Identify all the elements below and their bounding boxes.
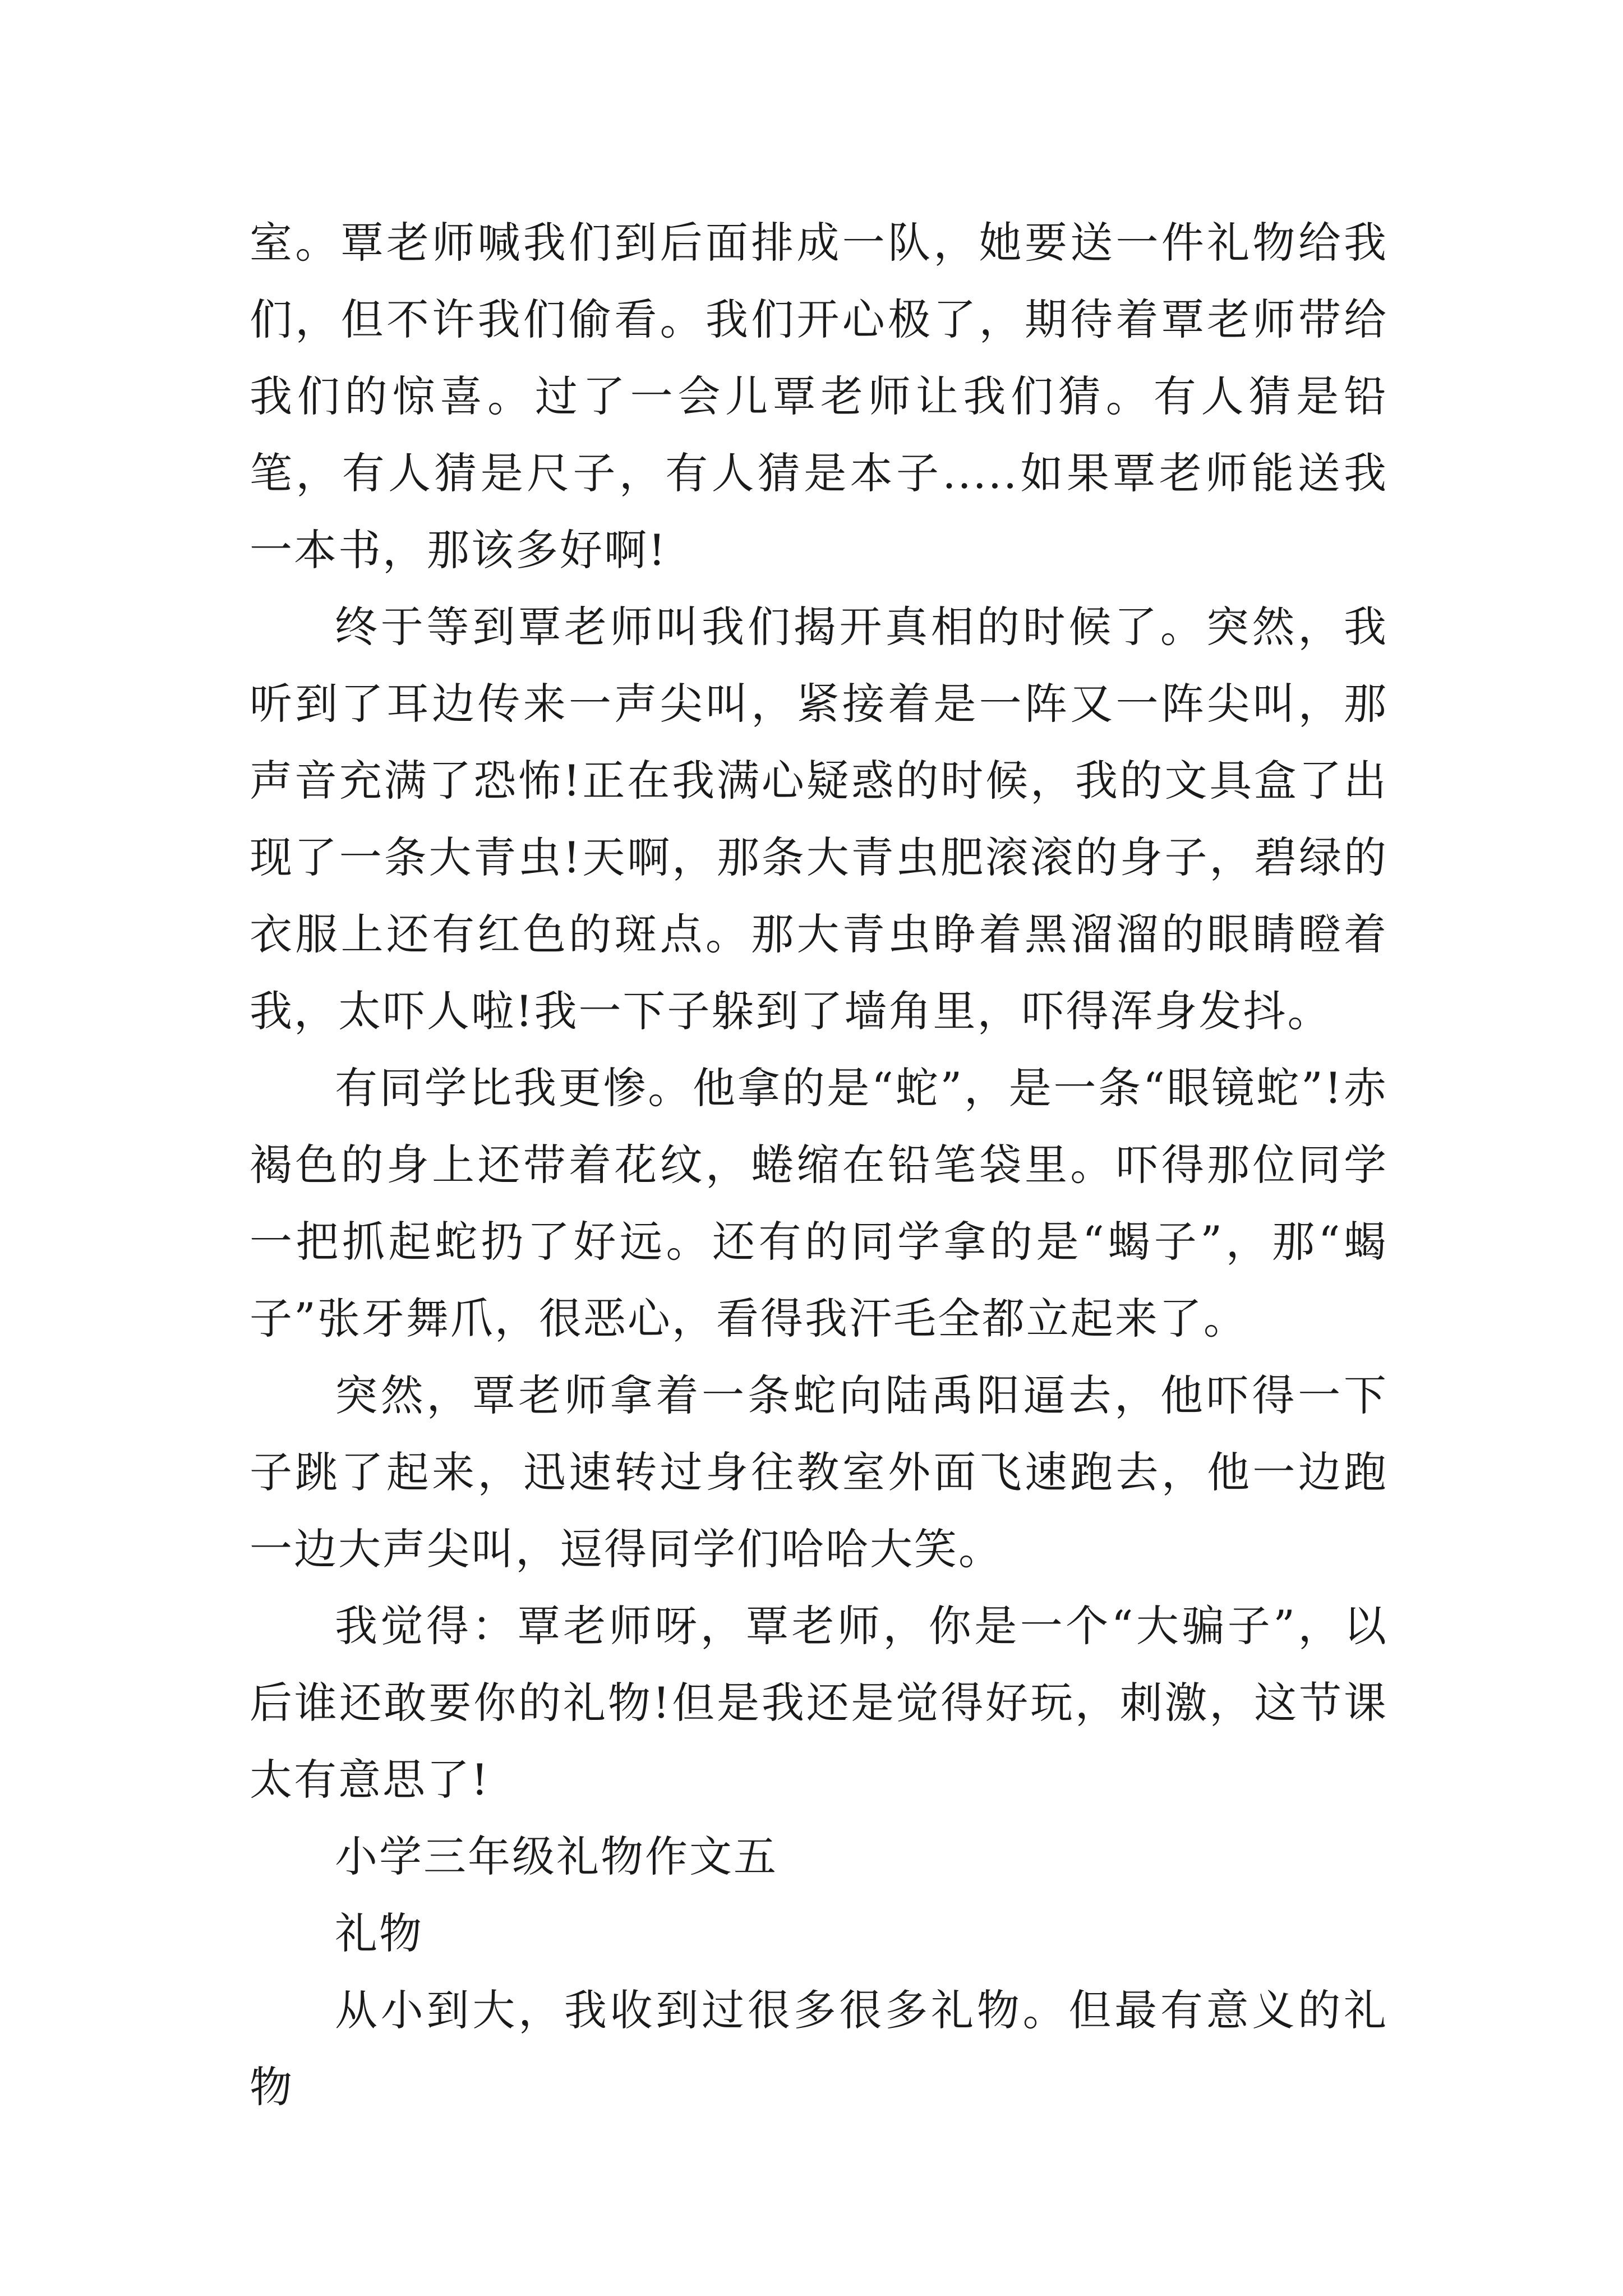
paragraph-continuation: 室。覃老师喊我们到后面排成一队，她要送一件礼物给我们，但不许我们偷看。我们开心极了，期待着覃老师带给我们的惊喜。过了一会儿覃老师让我们猜。有人猜是铅笔，有人猜是尺子，有人猜是本子.....如果覃老师能送我一本书，那该多好啊! (250, 218, 1388, 575)
essay-body (250, 204, 1388, 2125)
paragraph: 终于等到覃老师叫我们揭开真相的时候了。突然，我听到了耳边传来一声尖叫，紧接着是一阵又一阵尖叫，那声音充满了恐怖!正在我满心疑惑的时候，我的文具盒了出现了一条大青虫!天啊，那条大青虫肥滚滚的身子，碧绿的衣服上还有红色的斑点。那大青虫睁着黑溜溜的眼睛瞪着我，太吓人啦!我一下子躲到了墙角里，吓得浑身发抖。 (250, 602, 1388, 1036)
essay-title: 礼物 (335, 1908, 423, 1958)
paragraph: 突然，覃老师拿着一条蛇向陆禹阳逼去，他吓得一下子跳了起来，迅速转过身往教室外面飞速跑去，他一边跑一边大声尖叫，逗得同学们哈哈大笑。 (250, 1370, 1388, 1574)
paragraph: 我觉得：覃老师呀，覃老师，你是一个“大骗子”，以后谁还敢要你的礼物!但是我还是觉得好玩，刺激，这节课太有意思了! (250, 1601, 1388, 1805)
paragraph: 从小到大，我收到过很多很多礼物。但最有意义的礼物 (250, 1985, 1388, 2112)
paragraph: 有同学比我更惨。他拿的是“蛇”，是一条“眼镜蛇”!赤褐色的身上还带着花纹，蜷缩在铅笔袋里。吓得那位同学一把抓起蛇扔了好远。还有的同学拿的是“蝎子”，那“蝎子”张牙舞爪，很恶心，看得我汗毛全都立起来了。 (250, 1063, 1388, 1343)
section-heading: 小学三年级礼物作文五 (335, 1832, 778, 1881)
